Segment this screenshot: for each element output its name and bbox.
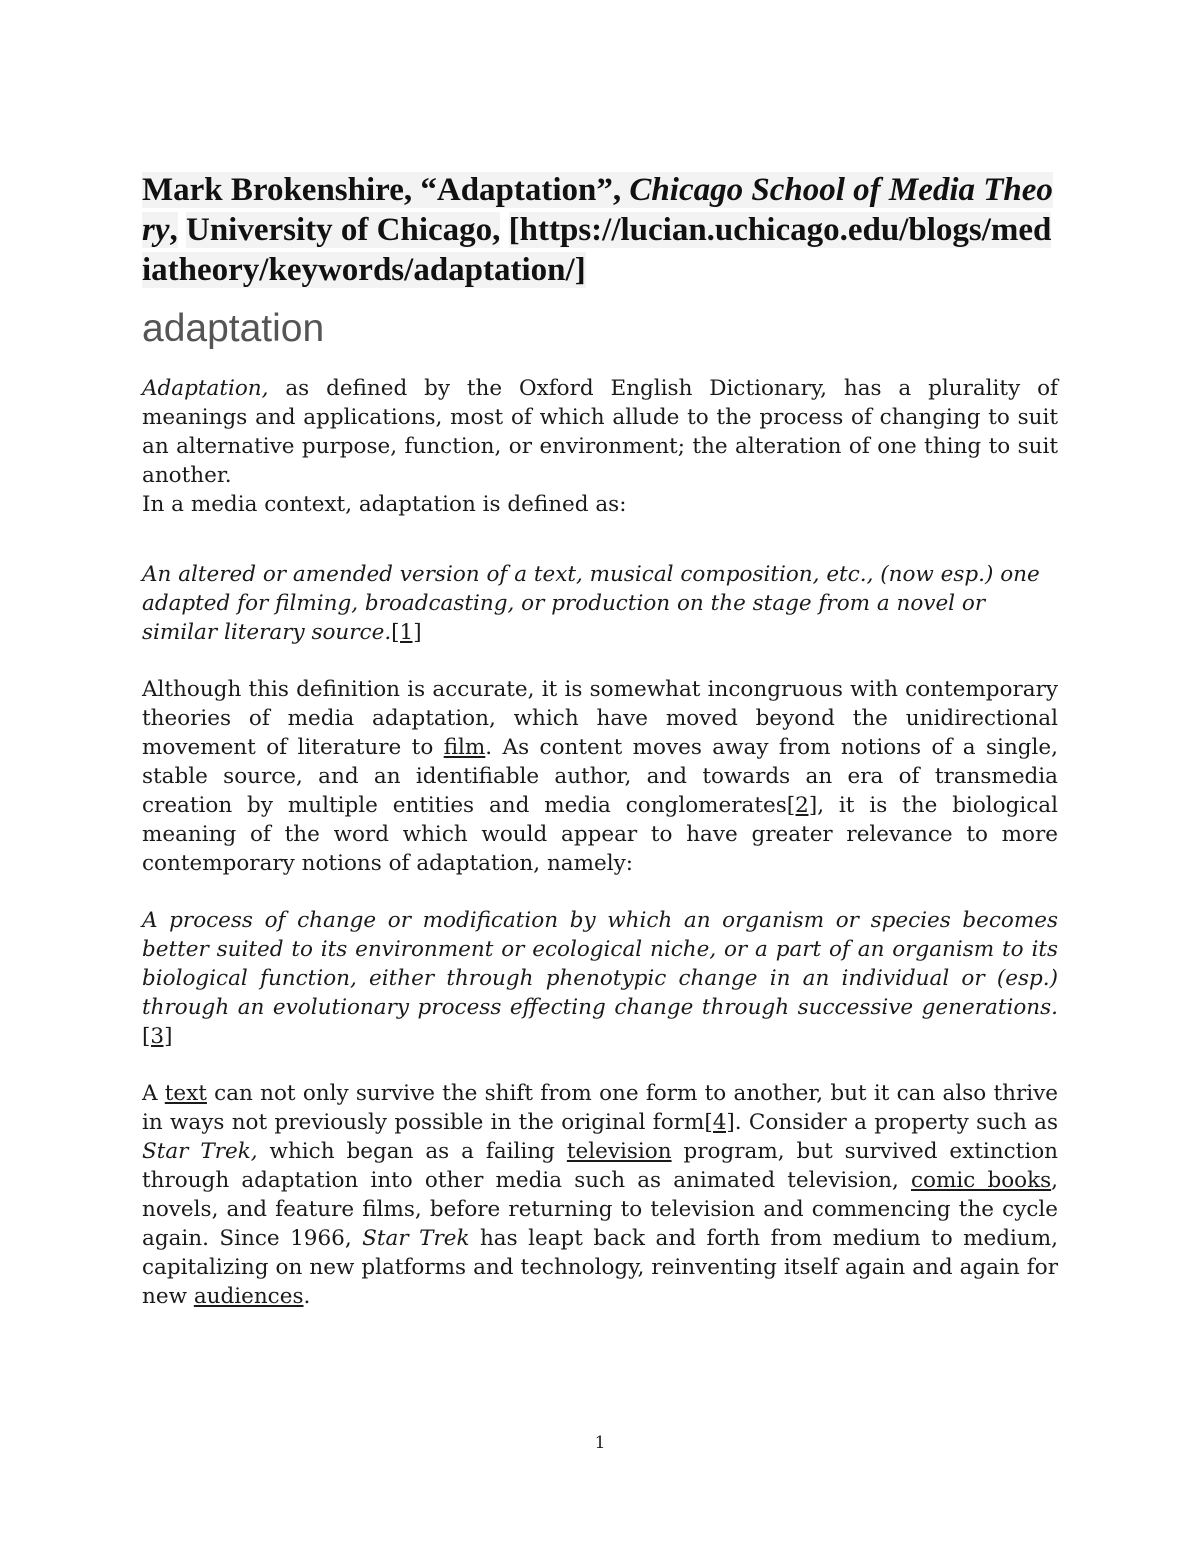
footnote-link-4[interactable]: [4] xyxy=(704,1110,735,1135)
citation-title: “Adaptation”, xyxy=(420,172,622,208)
link-comic-books[interactable]: comic books xyxy=(910,1168,1052,1193)
block-quote-biological-definition: A process of change or modification by which an organism or species becomes better suited to its environment or ecological niche, or a part of an organism to its biological function, either through phenotypic change in an individual or (esp.) through an evolutionary process effecting change through successive generations.[3] xyxy=(142,908,1058,1049)
link-film[interactable]: film xyxy=(443,735,486,760)
citation-url: [https://lucian.uchicago.edu/blogs/mediatheory/keywords/adaptation/] xyxy=(142,212,1052,288)
citation-author: Mark Brokenshire, xyxy=(142,172,413,208)
paragraph-definition: Adaptation, as defined by the Oxford English Dictionary, has a plurality of meanings and applications, most of which allude to the process of changing to suit an alternative purpose, function, or environment; the alteration of one thing to suit another. xyxy=(142,376,1058,488)
citation xyxy=(142,170,1058,290)
title-star-trek: Star Trek, xyxy=(142,1139,258,1164)
block-quote-media-definition: An altered or amended version of a text, musical composition, etc., (now esp.) one adapted for filming, broadcasting, or production on the stage from a novel or similar literary source.[1] xyxy=(142,562,1040,645)
citation-comma: , xyxy=(169,212,178,248)
page-title: adaptation xyxy=(142,307,325,350)
footnote-link-3[interactable]: [3] xyxy=(142,1024,173,1049)
paragraph-star-trek: A text can not only survive the shift from one form to another, but it can also thrive in ways not previously possible in the original form[4]. Consider a property such as Star Trek, which began as a failing television program, but survived extinction through adaptation into other media such as animated television, comic books, novels, and feature films, before returning to television and commencing the cycle again. Since 1966, Star Trek has leapt back and forth from medium to medium, capitalizing on new platforms and technology, reinventing itself again and again for new audiences. xyxy=(142,1081,1059,1309)
page-number: 1 xyxy=(594,1433,606,1453)
document-page xyxy=(142,170,1058,1311)
paragraph-media-context: In a media context, adaptation is defined as: xyxy=(142,492,627,517)
footnote-link-1[interactable]: [1] xyxy=(391,620,422,645)
link-audiences[interactable]: audiences xyxy=(193,1284,304,1309)
link-text[interactable]: text xyxy=(164,1081,207,1106)
link-television[interactable]: television xyxy=(566,1139,672,1164)
paragraph-incongruous: Although this definition is accurate, it is somewhat incongruous with contemporary theories of media adaptation, which have moved beyond the unidirectional movement of literature to film. As content moves away from notions of a single, stable source, and an identifiable author, and towards an era of transmedia creation by multiple entities and media conglomerates[2], it is the biological meaning of the word which would appear to have greater relevance to more contemporary notions of adaptation, namely: xyxy=(142,677,1058,876)
citation-institution: University of Chicago, xyxy=(186,212,501,248)
title-star-trek-2: Star Trek xyxy=(362,1226,470,1251)
term-adaptation: Adaptation, xyxy=(142,376,269,401)
citation-journal: Chicago School of Media Theory xyxy=(142,172,1053,248)
footnote-link-2[interactable]: [2] xyxy=(786,793,818,818)
